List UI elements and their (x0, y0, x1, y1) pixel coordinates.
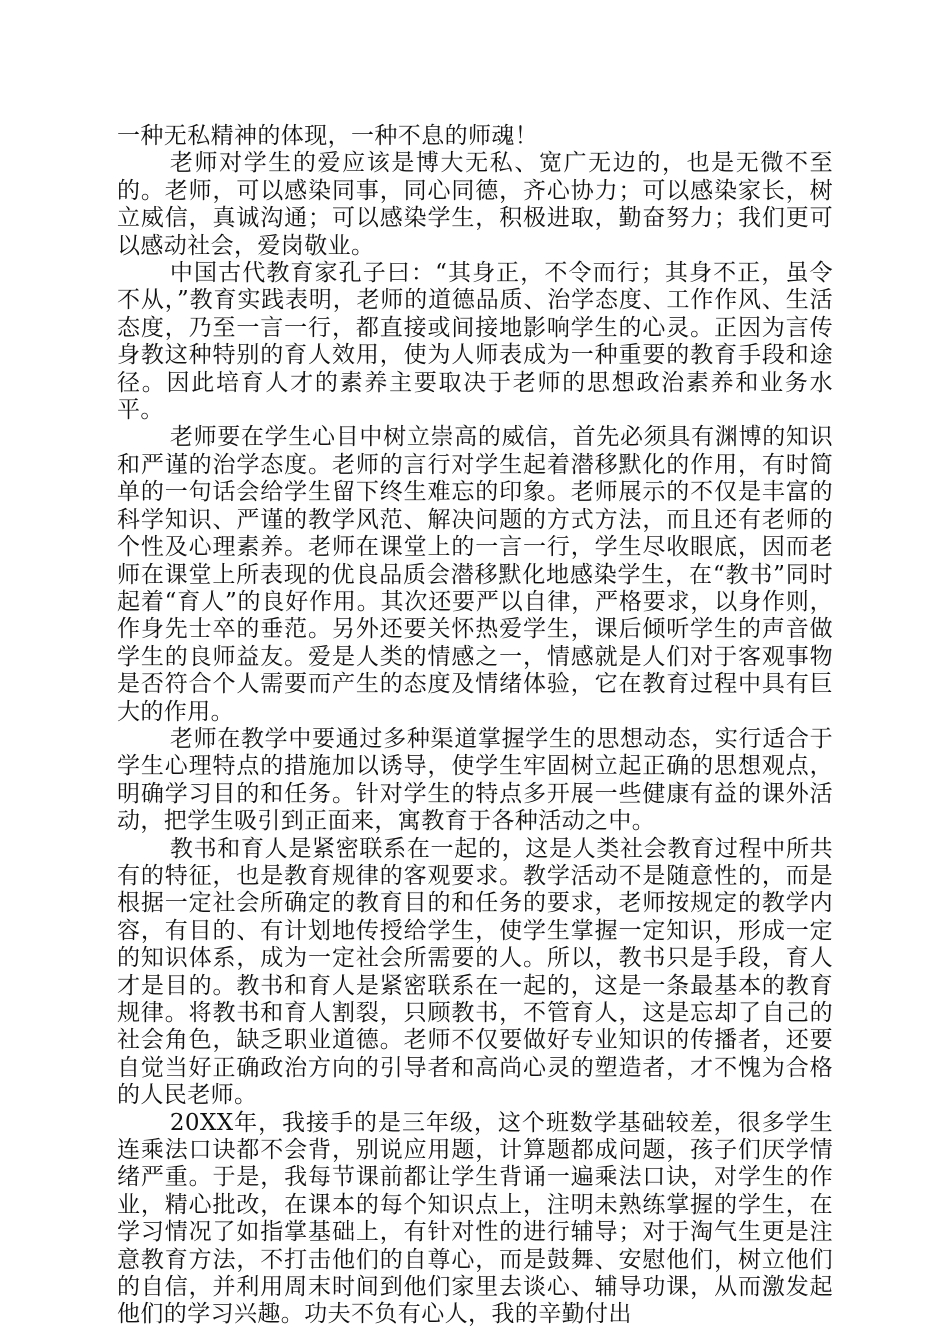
paragraph-1: 一种无私精神的体现，一种不息的师魂！ (117, 123, 539, 149)
document-page (117, 123, 833, 1329)
paragraph-3: 中国古代教育家孔子曰：“其身正，不令而行；其身不正，虽令不从，”教育实践表明，老师的道德品质、治学态度、工作作风、生活态度，乃至一言一行，都直接或间接地影响学生的心灵。正因为言传身教这种特别的育人效用，使为人师表成为一种重要的教育手段和途径。因此培育人才的素养主要取决于老师的思想政治素养和业务水平。 (117, 260, 833, 424)
paragraph-7: 20XX年，我接手的是三年级，这个班数学基础较差，很多学生连乘法口诀都不会背，别说应用题，计算题都成问题，孩子们厌学情绪严重。于是，我每节课前都让学生背诵一遍乘法口诀，对学生的作业，精心批改，在课本的每个知识点上，注明未熟练掌握的学生，在学习情况了如指掌基础上，有针对性的进行辅导；对于淘气生更是注意教育方法，不打击他们的自尊心，而是鼓舞、安慰他们，树立他们的自信，并利用周末时间到他们家里去谈心、辅导功课，从而激发起他们的学习兴趣。功夫不负有心人，我的辛勤付出 (117, 1109, 833, 1328)
paragraph-2: 老师对学生的爱应该是博大无私、宽广无边的，也是无微不至的。老师，可以感染同事，同心同德，齐心协力；可以感染家长，树立威信，真诚沟通；可以感染学生，积极进取，勤奋努力；我们更可以感动社会，爱岗敬业。 (117, 150, 833, 259)
paragraph-6: 教书和育人是紧密联系在一起的，这是人类社会教育过程中所共有的特征，也是教育规律的客观要求。教学活动不是随意性的，而是根据一定社会所确定的教育目的和任务的要求，老师按规定的教学内容，有目的、有计划地传授给学生，使学生掌握一定知识，形成一定的知识体系，成为一定社会所需要的人。所以，教书只是手段，育人才是目的。教书和育人是紧密联系在一起的，这是一条最基本的教育规律。将教书和育人割裂，只顾教书，不管育人，这是忘却了自己的社会角色，缺乏职业道德。老师不仅要做好专业知识的传播者，还要自觉当好正确政治方向的引导者和高尚心灵的塑造者，才不愧为合格的人民老师。 (117, 835, 833, 1109)
paragraph-5: 老师在教学中要通过多种渠道掌握学生的思想动态，实行适合于学生心理特点的措施加以诱导，使学生牢固树立起正确的思想观点，明确学习目的和任务。针对学生的特点多开展一些健康有益的课外活动，把学生吸引到正面来，寓教育于各种活动之中。 (117, 725, 833, 835)
paragraph-4: 老师要在学生心目中树立崇高的威信，首先必须具有渊博的知识和严谨的治学态度。老师的言行对学生起着潜移默化的作用，有时简单的一句话会给学生留下终生难忘的印象。老师展示的不仅是丰富的科学知识、严谨的教学风范、解决问题的方式方法，而且还有老师的个性及心理素养。老师在课堂上的一言一行，学生尽收眼底，因而老师在课堂上所表现的优良品质会潜移默化地感染学生，在“教书”同时起着“育人”的良好作用。其次还要严以自律，严格要求，以身作则，作身先士卒的垂范。另外还要关怀热爱学生，课后倾听学生的声音做学生的良师益友。爱是人类的情感之一，情感就是人们对于客观事物是否符合个人需要而产生的态度及情绪体验，它在教育过程中具有巨大的作用。 (117, 424, 833, 725)
